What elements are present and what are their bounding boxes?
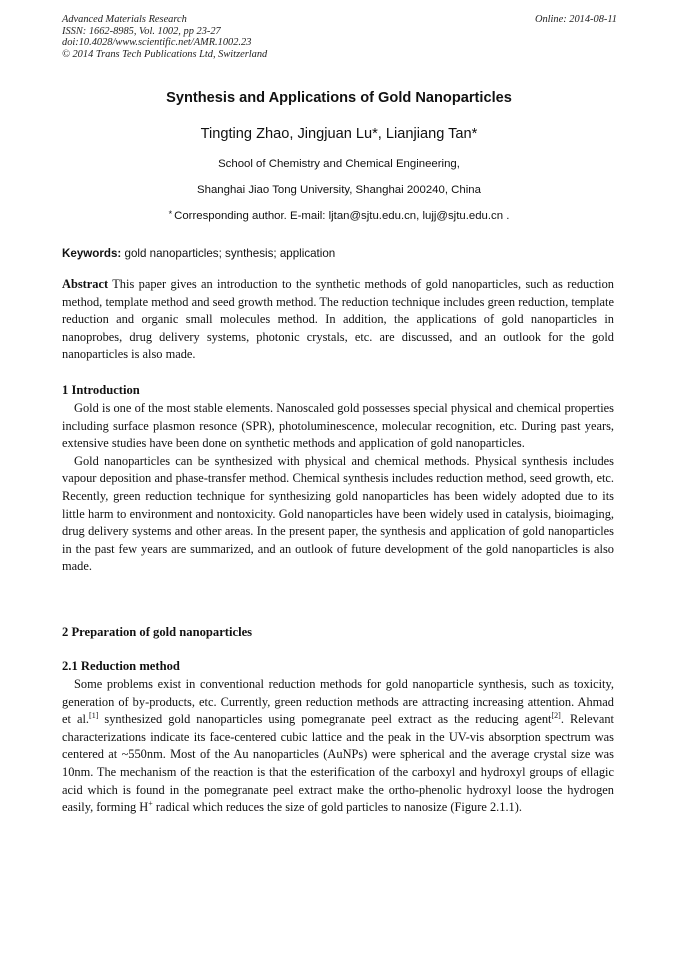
affiliation-line-2: Shanghai Jiao Tong University, Shanghai 200240, China	[197, 184, 481, 196]
abstract-label: Abstract	[62, 277, 109, 291]
doi-line: doi:10.4028/www.scientific.net/AMR.1002.23	[62, 37, 252, 49]
text-run: synthesized gold nanoparticles using pomegranate peel extract as the reducing agent	[98, 712, 552, 727]
text-run: . Relevant characterizations indicate its face-centered cubic lattice and the peak in the UV-vis absorption spectrum was centered at ~550nm. Most of the Au nanoparticles (AuNPs) were spherical and the average crystal size was 10nm. The mechanism of the reaction is that the esterification of the carboxyl and hydroxyl groups of ellagic acid which is found in the pomegranate peel extract make the ortho-phenolic hydroxyl loose the hydrogen easily, forming H	[62, 712, 614, 815]
copyright-line: © 2014 Trans Tech Publications Ltd, Switzerland	[62, 48, 268, 60]
text-run: radical which reduces the size of gold particles to nanosize (Figure 2.1.1).	[152, 800, 522, 815]
reduction-body	[62, 676, 614, 817]
subsection-heading-reduction: 2.1 Reduction method	[62, 659, 180, 673]
journal-header	[62, 14, 267, 60]
citation-2: [2]	[551, 711, 561, 721]
author-list: Tingting Zhao, Jingjuan Lu*, Lianjiang Tan*	[200, 126, 478, 142]
online-date: Online: 2014-08-11	[534, 14, 617, 25]
abstract	[62, 276, 614, 364]
section-heading-preparation: 2 Preparation of gold nanoparticles	[62, 625, 253, 639]
journal-name: Advanced Materials Research	[62, 14, 187, 25]
corresponding-text: Corresponding author. E-mail: ljtan@sjtu.edu.cn, lujj@sjtu.edu.cn .	[174, 210, 510, 222]
keywords	[62, 247, 335, 260]
asterisk-mark: *	[168, 209, 173, 219]
corresponding-author	[0, 209, 678, 222]
reduction-paragraph	[62, 676, 614, 817]
text-run: Some problems exist in conventional reduction methods for gold nanoparticle synthesis, such as toxicity, generation of by-products, etc. Currently, green reduction methods are attracting increasing attention. Ahmad et al.	[62, 677, 614, 727]
issn-line: ISSN: 1662-8985, Vol. 1002, pp 23-27	[62, 25, 221, 37]
abstract-text: This paper gives an introduction to the synthetic methods of gold nanoparticles, such as reduction method, template method and seed growth method. The reduction technique includes green reduction, template reduction and organic small molecules method. In addition, the applications of gold nanoparticles in nanoprobes, drug delivery systems, photonic crystals, etc. are discussed, and an outlook for the gold nanoparticles is also made.	[62, 277, 614, 362]
intro-paragraph-2: Gold nanoparticles can be synthesized with physical and chemical methods. Physical synthesis includes vapour deposition and phase-transfer method. Chemical synthesis includes reduction method, seed growth, etc. Recently, green reduction technique for synthesizing gold nanoparticles has been widely adopted due to its little harm to environment and nontoxicity. Gold nanoparticles have been widely used in catalysis, bioimaging, drug delivery systems and other areas. In the present paper, the synthesis and application of gold nanoparticles in the past few years are summarized, and an outlook of future development of the gold nanoparticles is also made.	[62, 453, 614, 574]
keywords-label: Keywords:	[62, 247, 122, 260]
citation-1: [1]	[89, 711, 99, 721]
introduction-body	[62, 400, 614, 576]
affiliation-line-1: School of Chemistry and Chemical Engineering,	[218, 158, 460, 170]
intro-paragraph-1: Gold is one of the most stable elements. Nanoscaled gold possesses special physical and chemical properties including surface plasmon resonce (SPR), photoluminescence, molecular recognition, etc. During past years, extensive studies have been done on synthetic methods and application of gold nanoparticles.	[62, 401, 614, 451]
keywords-text: gold nanoparticles; synthesis; application	[121, 247, 336, 260]
paper-title: Synthesis and Applications of Gold Nanoparticles	[166, 90, 512, 106]
section-heading-introduction: 1 Introduction	[62, 383, 140, 397]
superscript-plus: +	[148, 799, 153, 809]
